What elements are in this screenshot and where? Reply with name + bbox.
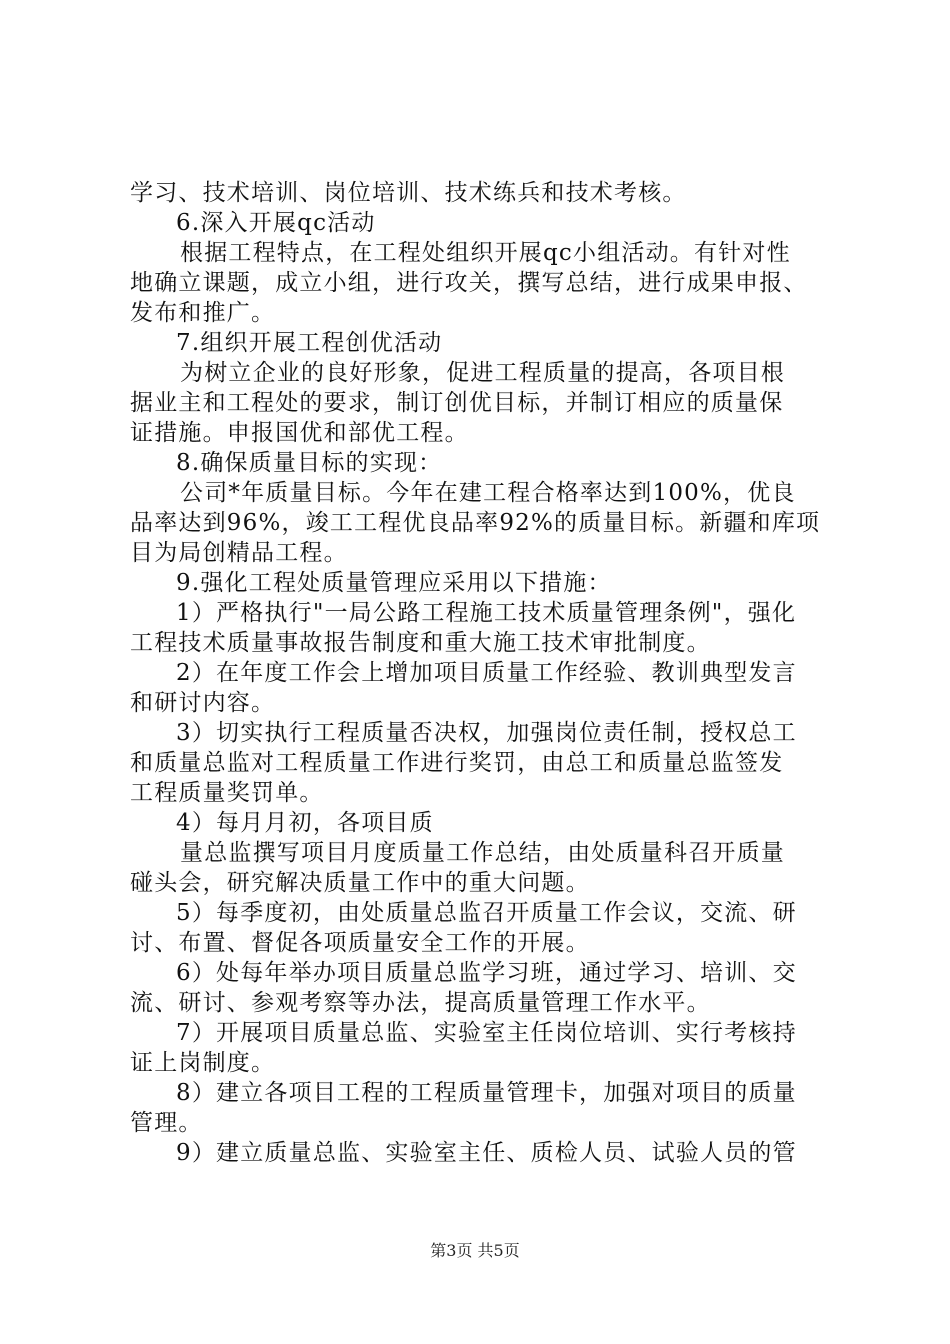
section-heading: 8.确保质量目标的实现：: [176, 450, 443, 476]
text-line: 根据工程特点，在工程处组织开展qc小组活动。有针对性: [180, 240, 791, 266]
list-item: 4）每月月初，各项目质: [176, 810, 434, 836]
text-line: 学习、技术培训、岗位培训、技术练兵和技术考核。: [130, 180, 687, 206]
text-line: 和质量总监对工程质量工作进行奖罚，由总工和质量总监签发: [130, 750, 784, 776]
list-item: 6）处每年举办项目质量总监学习班，通过学习、培训、交: [176, 960, 797, 986]
text-line: 碰头会，研究解决质量工作中的重大问题。: [130, 870, 590, 896]
text-line: 流、研讨、参观考察等办法，提高质量管理工作水平。: [130, 990, 711, 1016]
text-line: 地确立课题，成立小组，进行攻关，撰写总结，进行成果申报、: [130, 270, 808, 296]
text-line: 管理。: [130, 1110, 203, 1136]
text-line: 证措施。申报国优和部优工程。: [130, 420, 469, 446]
list-item: 3）切实执行工程质量否决权，加强岗位责任制，授权总工: [176, 720, 797, 746]
list-item: 9）建立质量总监、实验室主任、质检人员、试验人员的管: [176, 1140, 797, 1166]
text-line: 为树立企业的良好形象，促进工程质量的提高，各项目根: [180, 360, 785, 386]
section-heading: 7.组织开展工程创优活动: [176, 330, 443, 356]
text-line: 工程质量奖罚单。: [130, 780, 324, 806]
list-item: 8）建立各项目工程的工程质量管理卡，加强对项目的质量: [176, 1080, 797, 1106]
text-line: 目为局创精品工程。: [130, 540, 348, 566]
text-line: 证上岗制度。: [130, 1050, 276, 1076]
text-line: 发布和推广。: [130, 300, 276, 326]
page-number: 第3页 共5页: [430, 1241, 520, 1260]
list-item: 2）在年度工作会上增加项目质量工作经验、教训典型发言: [176, 660, 797, 686]
text-line: 和研讨内容。: [130, 690, 276, 716]
text-line: 量总监撰写项目月度质量工作总结，由处质量科召开质量: [180, 840, 785, 866]
text-line: 品率达到96%，竣工工程优良品率92%的质量目标。新疆和库项: [130, 510, 821, 536]
list-item: 5）每季度初，由处质量总监召开质量工作会议，交流、研: [176, 900, 797, 926]
text-line: 工程技术质量事故报告制度和重大施工技术审批制度。: [130, 630, 711, 656]
text-line: 据业主和工程处的要求，制订创优目标，并制订相应的质量保: [130, 390, 784, 416]
text-line: 公司*年质量目标。今年在建工程合格率达到100%，优良: [180, 480, 796, 506]
section-heading: 6.深入开展qc活动: [176, 210, 376, 236]
list-item: 7）开展项目质量总监、实验室主任岗位培训、实行考核持: [176, 1020, 797, 1046]
list-item: 1）严格执行"一局公路工程施工技术质量管理条例"，强化: [176, 600, 797, 626]
section-heading: 9.强化工程处质量管理应采用以下措施：: [176, 570, 612, 596]
text-line: 讨、布置、督促各项质量安全工作的开展。: [130, 930, 590, 956]
